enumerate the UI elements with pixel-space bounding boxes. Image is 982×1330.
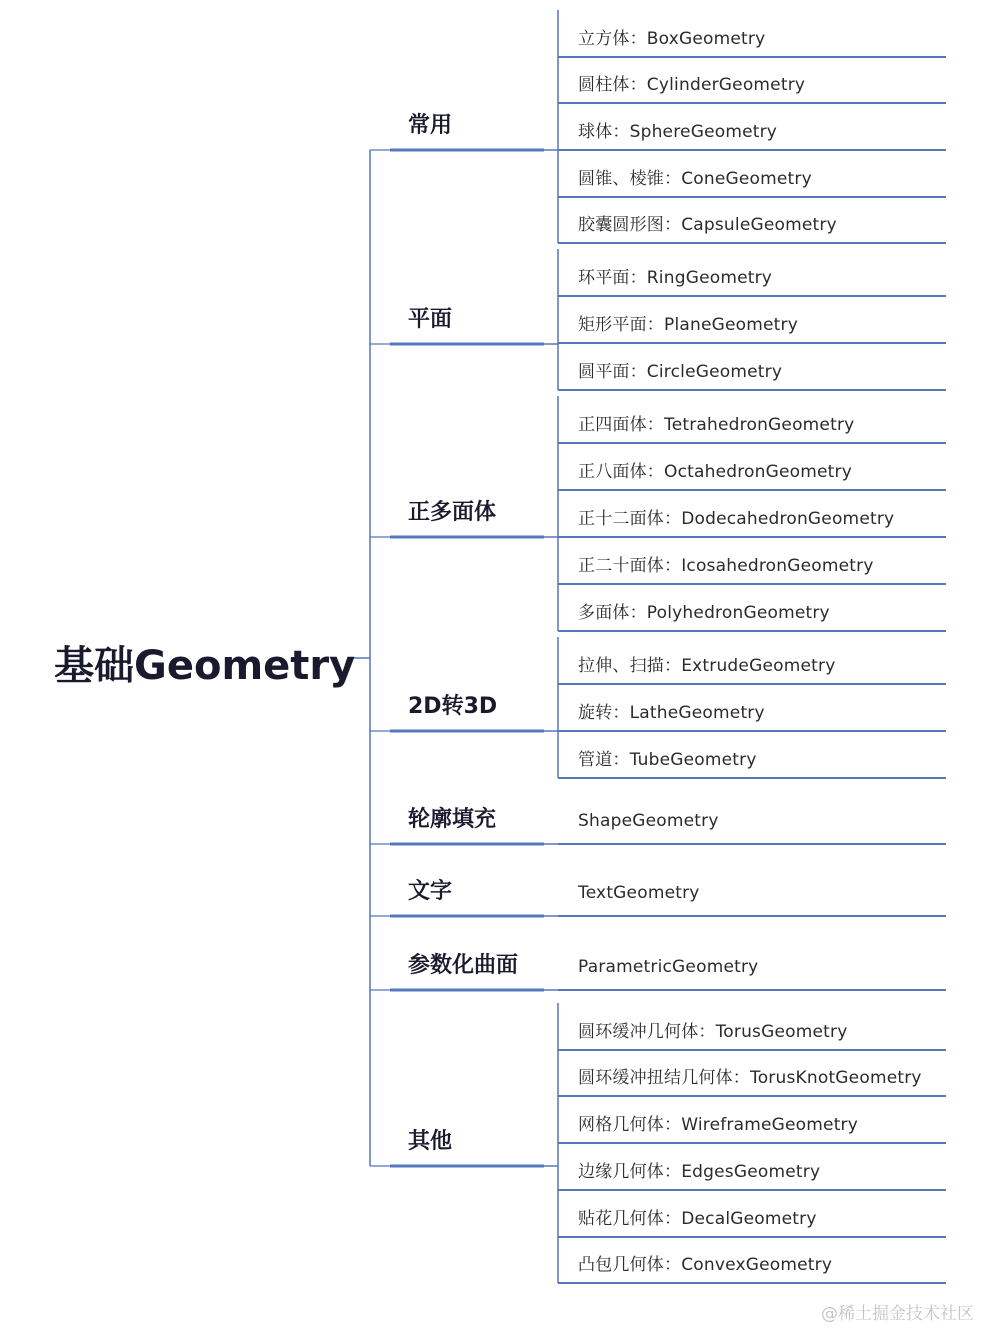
geometry-item: 圆锥、棱锥：ConeGeometry [578,169,812,189]
geometry-item: 正八面体：OctahedronGeometry [578,462,852,482]
watermark: @稀土掘金技术社区 [821,1304,974,1324]
geometry-item: 圆环缓冲几何体：TorusGeometry [578,1022,848,1042]
geometry-item: 正二十面体：IcosahedronGeometry [578,556,874,576]
geometry-item: 矩形平面：PlaneGeometry [578,315,798,335]
geometry-item: 贴花几何体：DecalGeometry [578,1209,817,1229]
geometry-item: 胶囊圆形图：CapsuleGeometry [578,215,837,235]
geometry-item: ShapeGeometry [578,811,719,831]
category-label: 常用 [408,113,453,138]
geometry-item: 圆平面：CircleGeometry [578,362,783,382]
geometry-item: 球体：SphereGeometry [578,122,778,142]
geometry-item: 旋转：LatheGeometry [578,703,765,723]
geometry-item: 凸包几何体：ConvexGeometry [578,1255,833,1275]
geometry-item: 多面体：PolyhedronGeometry [578,603,830,623]
geometry-item: 环平面：RingGeometry [578,268,773,288]
geometry-item: 圆环缓冲扭结几何体：TorusKnotGeometry [578,1068,922,1088]
category-label: 平面 [408,307,453,332]
geometry-item: ParametricGeometry [578,957,759,977]
root-node: 基础Geometry [54,643,356,689]
geometry-item: 圆柱体：CylinderGeometry [578,75,806,95]
category-label: 参数化曲面 [408,953,519,978]
geometry-item: 立方体：BoxGeometry [578,29,766,49]
geometry-item: 边缘几何体：EdgesGeometry [578,1162,821,1182]
geometry-item: 正四面体：TetrahedronGeometry [578,415,855,435]
category-label: 轮廓填充 [408,807,497,832]
category-label: 正多面体 [408,500,497,525]
category-label: 文字 [408,879,453,904]
geometry-item: TextGeometry [578,883,700,903]
category-label: 2D转3D [408,694,498,719]
geometry-item: 拉伸、扫描：ExtrudeGeometry [578,656,836,676]
geometry-item: 网格几何体：WireframeGeometry [578,1115,859,1135]
geometry-item: 管道：TubeGeometry [578,750,757,770]
category-label: 其他 [408,1129,453,1154]
geometry-item: 正十二面体：DodecahedronGeometry [578,509,895,529]
